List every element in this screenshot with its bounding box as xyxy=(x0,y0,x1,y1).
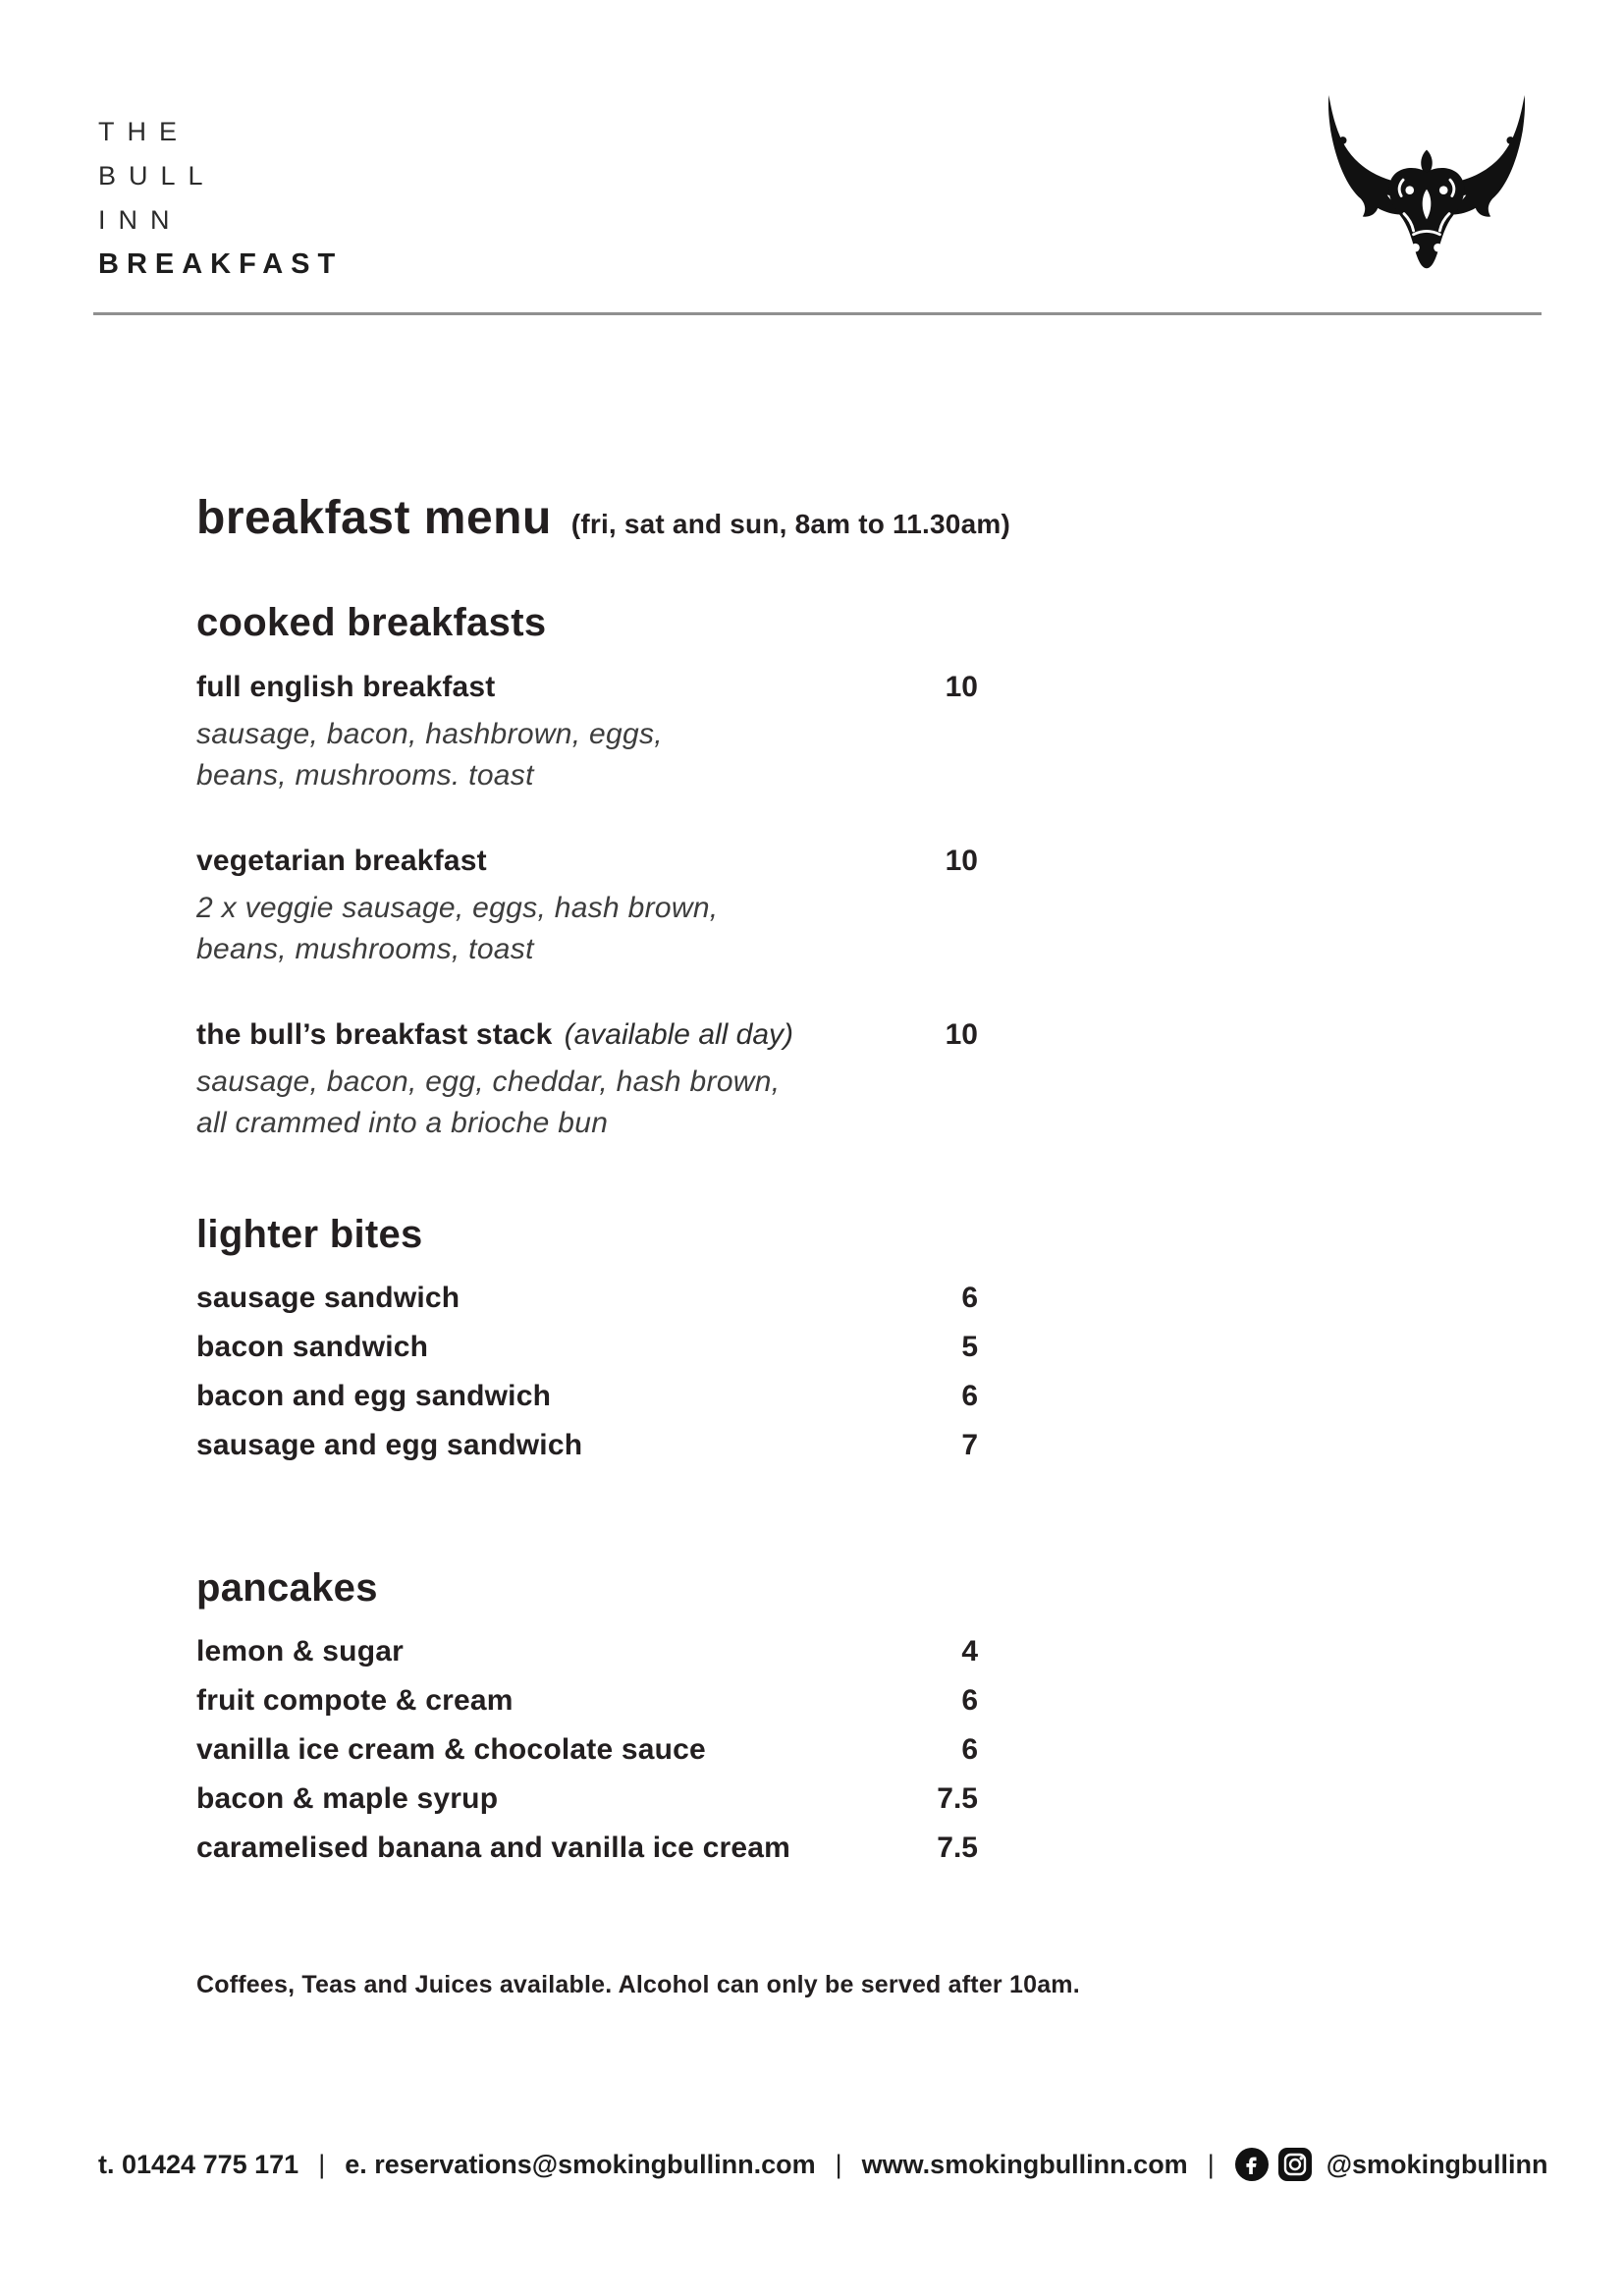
menu-item-row xyxy=(196,1777,978,1826)
menu-item-name: fruit compote & cream xyxy=(196,1684,514,1717)
menu-item-name-wrap xyxy=(196,1423,582,1472)
footer-phone: t. 01424 775 171 xyxy=(98,2149,299,2179)
menu-item-description-line: all crammed into a brioche bun xyxy=(196,1107,609,1139)
menu-item-description xyxy=(196,714,978,796)
menu-item xyxy=(196,666,978,796)
menu-item-description-line: sausage, bacon, hashbrown, eggs, xyxy=(196,718,663,750)
page-footer xyxy=(98,2147,1548,2182)
menu-item-description-line: beans, mushrooms, toast xyxy=(196,933,534,965)
menu-item-name: the bull’s breakfast stack xyxy=(196,1018,553,1051)
logo-line-the: THE xyxy=(98,117,189,146)
menu-item-name: caramelised banana and vanilla ice cream xyxy=(196,1831,790,1864)
menu-item xyxy=(196,1276,978,1325)
menu-item-name: bacon sandwich xyxy=(196,1331,429,1363)
menu-item-availability-note: (available all day) xyxy=(564,1018,794,1051)
menu-item-description-line: beans, mushrooms. toast xyxy=(196,759,534,792)
logo-line-breakfast: BREAKFAST xyxy=(98,248,344,280)
section-items xyxy=(196,1276,978,1472)
menu-item-price: 7 xyxy=(961,1429,978,1461)
menu-item-name-wrap xyxy=(196,1826,790,1875)
menu-sections xyxy=(196,599,978,1875)
menu-item xyxy=(196,1629,978,1678)
menu-item-row xyxy=(196,1423,978,1472)
menu-item-name-wrap xyxy=(196,666,495,714)
menu-item-name-wrap xyxy=(196,1374,551,1423)
menu-item-row xyxy=(196,1325,978,1374)
bull-head-icon xyxy=(1314,86,1540,281)
menu-item-row xyxy=(196,1013,978,1062)
header-divider xyxy=(93,312,1542,315)
footer-separator: | xyxy=(835,2149,842,2179)
menu-item-price: 6 xyxy=(961,1684,978,1717)
menu-item-row xyxy=(196,666,978,714)
menu-hours-subtitle: (fri, sat and sun, 8am to 11.30am) xyxy=(570,509,1010,539)
menu-item-name-wrap xyxy=(196,1325,428,1374)
menu-item xyxy=(196,840,978,970)
menu-item-price: 10 xyxy=(945,845,978,877)
menu-item-description xyxy=(196,1062,978,1144)
menu-item-description-line: sausage, bacon, egg, cheddar, hash brown, xyxy=(196,1066,781,1098)
menu-item-row xyxy=(196,1629,978,1678)
menu-item-name: vegetarian breakfast xyxy=(196,845,487,877)
menu-item xyxy=(196,1727,978,1777)
menu-item-row xyxy=(196,1374,978,1423)
menu-item xyxy=(196,1678,978,1727)
menu-section-pancakes xyxy=(196,1564,978,1875)
menu-item-row xyxy=(196,1727,978,1777)
menu-item-row xyxy=(196,840,978,888)
facebook-icon xyxy=(1234,2147,1270,2182)
menu-item xyxy=(196,1013,978,1144)
menu-item-price: 10 xyxy=(945,1018,978,1051)
menu-item-price: 6 xyxy=(961,1733,978,1766)
menu-item-price: 6 xyxy=(961,1380,978,1412)
menu-item-price: 4 xyxy=(961,1635,978,1667)
menu-item-row xyxy=(196,1678,978,1727)
footer-social-handle: @smokingbullinn xyxy=(1326,2149,1548,2179)
footer-separator: | xyxy=(318,2149,326,2179)
menu-item xyxy=(196,1423,978,1472)
section-items xyxy=(196,1629,978,1875)
menu-footnote: Coffees, Teas and Juices available. Alcohol can only be served after 10am. xyxy=(196,1971,1080,1998)
menu-item-name-wrap xyxy=(196,1629,404,1678)
menu-item-name: sausage and egg sandwich xyxy=(196,1429,583,1461)
section-heading-pancakes: pancakes xyxy=(196,1566,378,1610)
menu-item-name-wrap xyxy=(196,1678,514,1727)
menu-item-name: lemon & sugar xyxy=(196,1635,404,1667)
menu-item-price: 7.5 xyxy=(937,1831,978,1864)
menu-item-description xyxy=(196,888,978,970)
menu-item-name-wrap xyxy=(196,1777,498,1826)
menu-item-name: sausage sandwich xyxy=(196,1282,460,1314)
menu-item xyxy=(196,1777,978,1826)
menu-item-price: 7.5 xyxy=(937,1782,978,1815)
page-title: breakfast menu xyxy=(196,492,552,544)
section-heading-lighter-bites: lighter bites xyxy=(196,1213,423,1256)
logo-wordmark xyxy=(98,110,343,287)
menu-item-name-wrap xyxy=(196,1276,460,1325)
menu-item-name: bacon & maple syrup xyxy=(196,1782,499,1815)
footer-separator: | xyxy=(1207,2149,1215,2179)
instagram-icon xyxy=(1277,2147,1313,2182)
menu-section-cooked-breakfasts xyxy=(196,599,978,1144)
logo-line-inn: INN xyxy=(98,205,183,235)
menu-item-name: bacon and egg sandwich xyxy=(196,1380,552,1412)
menu-section-lighter-bites xyxy=(196,1211,978,1472)
menu-item-row xyxy=(196,1826,978,1875)
menu-item-name-wrap xyxy=(196,1013,793,1062)
menu-item-price: 6 xyxy=(961,1282,978,1314)
menu-item xyxy=(196,1374,978,1423)
menu-body xyxy=(196,491,1080,1999)
footer-website: www.smokingbullinn.com xyxy=(861,2149,1188,2179)
menu-item-description-line: 2 x veggie sausage, eggs, hash brown, xyxy=(196,892,719,924)
footer-social-icons xyxy=(1234,2147,1313,2182)
menu-item-name-wrap xyxy=(196,840,487,888)
section-heading-cooked-breakfasts: cooked breakfasts xyxy=(196,601,547,644)
menu-item-name: full english breakfast xyxy=(196,671,496,703)
menu-item xyxy=(196,1325,978,1374)
menu-item-price: 5 xyxy=(961,1331,978,1363)
menu-item-name-wrap xyxy=(196,1727,706,1777)
logo-line-bull: BULL xyxy=(98,161,216,191)
footer-email: e. reservations@smokingbullinn.com xyxy=(345,2149,816,2179)
menu-title-row xyxy=(196,491,1010,552)
menu-item-name: vanilla ice cream & chocolate sauce xyxy=(196,1733,706,1766)
menu-item-price: 10 xyxy=(945,671,978,703)
menu-item-row xyxy=(196,1276,978,1325)
menu-item xyxy=(196,1826,978,1875)
section-items xyxy=(196,666,978,1144)
